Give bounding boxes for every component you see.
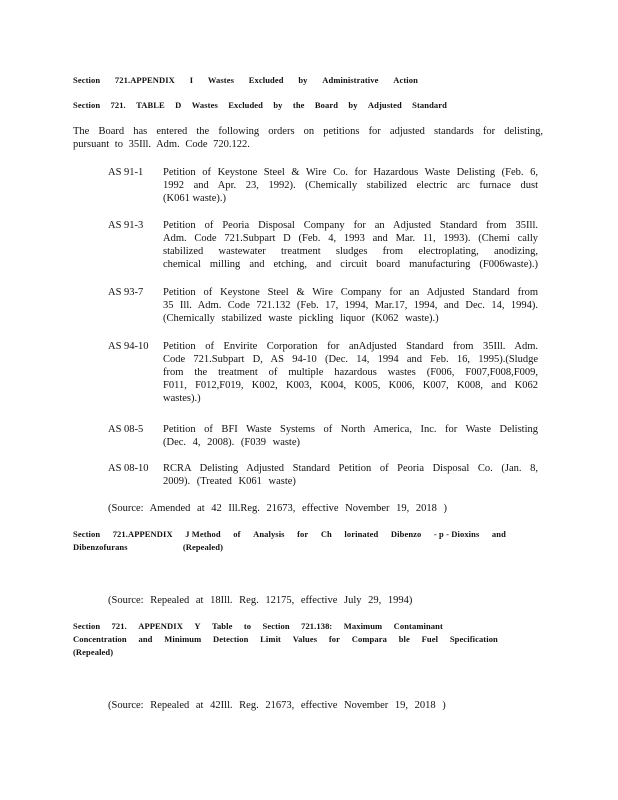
heading-word: by [298, 75, 308, 85]
heading-word: and [491, 529, 506, 539]
heading-word: Standard [412, 100, 447, 110]
heading-word: Contaminant [393, 621, 443, 631]
heading-word: Adjusted [367, 100, 402, 110]
heading-word: Compara [351, 634, 387, 644]
section-heading-appendix-i [73, 74, 543, 87]
petition-number: AS 91-1 [108, 167, 144, 178]
petition-description [163, 166, 538, 205]
heading-word: Limit [260, 634, 281, 644]
description-line: 1992 and Apr. 23, 1992). (Chemically stabilized electric arc furnace dust [163, 180, 538, 191]
heading-word: for [328, 634, 341, 644]
description-line: (K061 waste).) [163, 193, 226, 204]
heading-word: D [175, 100, 182, 110]
heading-word: Excluded [248, 75, 284, 85]
description-line: F011, F012,F019, K002, K003, K004, K005, K006, K007, K008, and K062 [163, 380, 538, 391]
heading-word: Maximum [343, 621, 383, 631]
description-line: Petition of BFI Waste Systems of North America, Inc. for Waste Delisting [163, 424, 538, 435]
heading-word: TABLE [136, 100, 165, 110]
heading-word: of [233, 529, 241, 539]
heading-word: Wastes [207, 75, 234, 85]
heading-word: Y [194, 621, 201, 631]
description-line: (Dec. 4, 2008). (F039 waste) [163, 437, 301, 448]
heading-word: Action [393, 75, 418, 85]
heading-word: Values [292, 634, 318, 644]
heading-word: Section [73, 621, 101, 631]
heading-word: Table [211, 621, 233, 631]
petition-description [163, 462, 538, 488]
heading-word: Dibenzo [390, 529, 422, 539]
section-heading-table-d [73, 99, 543, 112]
heading-word: J Method [185, 529, 221, 539]
heading-word: APPENDIX [138, 621, 183, 631]
heading-word: Fuel [421, 634, 439, 644]
petition-description [163, 340, 538, 405]
source-note: (Source: Repealed at 42Ill. Reg. 21673, effective November 19, 2018 ) [108, 700, 446, 711]
description-line: RCRA Delisting Adjusted Standard Petition of Peoria Disposal Co. (Jan. 8, [163, 463, 538, 474]
petition-number: AS 08-10 [108, 463, 149, 474]
heading-word: Detection [213, 634, 249, 644]
heading-word: 721.APPENDIX [114, 75, 175, 85]
petition-description [163, 286, 538, 325]
heading-word: Dibenzofurans [73, 542, 128, 552]
heading-word: Administrative [322, 75, 379, 85]
heading-word: Minimum [164, 634, 202, 644]
source-note: (Source: Repealed at 18Ill. Reg. 12175, effective July 29, 1994) [108, 595, 413, 606]
description-line: Petition of Peoria Disposal Company for an Adjusted Standard from 35Ill. [163, 220, 538, 231]
intro-paragraph [73, 125, 543, 151]
heading-word: Excluded [228, 100, 264, 110]
intro-line: pursuant to 35Ill. Adm. Code 720.122. [73, 139, 250, 150]
petition-description [163, 219, 538, 271]
heading-word: Specification [449, 634, 498, 644]
heading-word: the [292, 100, 305, 110]
heading-word: (Repealed) [73, 647, 114, 657]
heading-word: to [243, 621, 252, 631]
petition-description [163, 423, 538, 449]
heading-word: Section [262, 621, 290, 631]
heading-word: Section [73, 529, 101, 539]
heading-word: 721.APPENDIX [112, 529, 173, 539]
heading-word: Analysis [253, 529, 285, 539]
heading-word: by [273, 100, 283, 110]
petition-number: AS 94-10 [108, 341, 149, 352]
petition-number: AS 91-3 [108, 220, 144, 231]
heading-word: and [138, 634, 153, 644]
description-line: from the treatment of multiple hazardous wastes (F006, F007,F008,F009, [163, 367, 538, 378]
description-line: Adm. Code 721.Subpart D (Feb. 4, 1993 and Mar. 11, 1993). (Chemi cally [163, 233, 538, 244]
heading-word: I [189, 75, 194, 85]
heading-word: - p - Dioxins [433, 529, 480, 539]
heading-word: (Repealed) [182, 542, 223, 552]
section-heading-appendix-j [73, 528, 543, 554]
section-heading-appendix-y [73, 620, 543, 659]
description-line: Petition of Envirite Corporation for anAdjusted Standard from 35Ill. Adm. [163, 341, 538, 352]
heading-word: 721.138: [301, 621, 333, 631]
heading-word: Section [73, 75, 101, 85]
description-line: Petition of Keystone Steel & Wire Company for an Adjusted Standard from [163, 287, 538, 298]
heading-word: lorinated [344, 529, 379, 539]
heading-word: Concentration [73, 634, 127, 644]
heading-word: Ch [320, 529, 332, 539]
intro-line: The Board has entered the following orders on petitions for adjusted standards for delisting, [73, 126, 543, 137]
description-line: 2009). (Treated K061 waste) [163, 476, 296, 487]
description-line: Petition of Keystone Steel & Wire Co. for Hazardous Waste Delisting (Feb. 6, [163, 167, 538, 178]
heading-word: by [348, 100, 358, 110]
heading-word: ble [398, 634, 410, 644]
heading-word: 721. [110, 100, 126, 110]
petition-number: AS 08-5 [108, 424, 144, 435]
description-line: 35 Ill. Adm. Code 721.132 (Feb. 17, 1994, Mar.17, 1994, and Dec. 14, 1994). [163, 300, 538, 311]
heading-word: Board [314, 100, 339, 110]
description-line: wastes).) [163, 393, 201, 404]
heading-word: for [297, 529, 309, 539]
description-line: chemical milling and etching, and circuit board manufacturing (F006waste).) [163, 259, 538, 270]
heading-word: 721. [111, 621, 127, 631]
source-note: (Source: Amended at 42 Ill.Reg. 21673, effective November 19, 2018 ) [108, 503, 447, 514]
petition-number: AS 93-7 [108, 287, 144, 298]
description-line: (Chemically stabilized waste pickling liquor (K062 waste).) [163, 313, 439, 324]
heading-word: Section [73, 100, 101, 110]
description-line: stabilized wastewater treatment sludges from electroplating, anodizing, [163, 246, 538, 257]
description-line: Code 721.Subpart D, AS 94-10 (Dec. 14, 1994 and Feb. 16, 1995).(Sludge [163, 354, 538, 365]
heading-word: Wastes [191, 100, 218, 110]
